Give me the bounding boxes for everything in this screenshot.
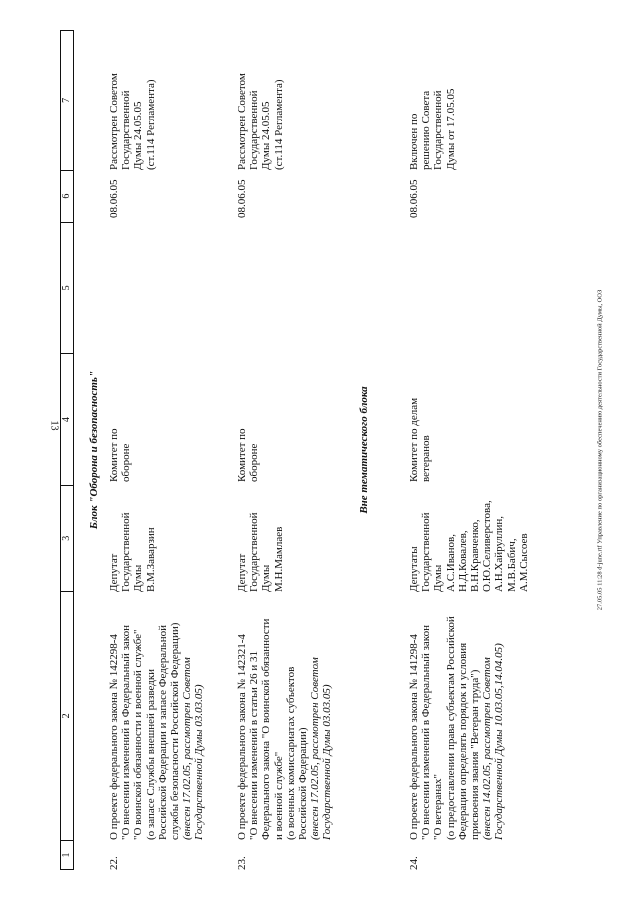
bill-description: О проекте федерального закона № 142298-4 "О внесении изменений в Федеральный закон "О воинской обязанности и военной службе" (о запасе Службы внешней разведки Российской Федерации и запасе Федеральной службы безопасности Российской Федерации) (внесен 17.02.05, рассмотрен Советом Государственной Думы 03.03.05): [108, 622, 206, 840]
review-date: 08.06.05: [408, 179, 420, 218]
review-status: Включен по решению Совета Государственной Думы от 17.05.05: [408, 88, 457, 170]
responsible-committee: Комитет по обороне: [108, 428, 133, 482]
header-col-3: 3: [61, 486, 73, 592]
header-col-1: 1: [61, 852, 72, 858]
responsible-committee: Комитет по делам ветеранов: [408, 397, 433, 482]
block-title-defense: Блок "Оборона и безопасность": [88, 370, 100, 530]
block-title-outside: Вне тематического блока: [358, 386, 370, 514]
review-status: Рассмотрен Советом Государственной Думы 24.05.05 (ст.114 Регламента): [108, 73, 157, 170]
header-col-2: 2: [61, 592, 73, 841]
bill-author: Депутаты Государственной Думы А.С.Иванов, Н.Д.Ковалев, В.Н.Кравченко, О.Ю.Селиверстова, А.Н.Хайруллин, М.В.Бабич, А.М.Сысоев: [408, 500, 530, 592]
header-col-4: 4: [61, 354, 73, 486]
review-date: 08.06.05: [108, 179, 120, 218]
page-number: 13: [48, 420, 60, 431]
row-number: 23.: [236, 856, 248, 870]
table-page: [60, 30, 560, 870]
header-col-7: 7: [61, 31, 73, 171]
review-date: 08.06.05: [236, 179, 248, 218]
footer: [596, 289, 604, 611]
footer-text: 27.05.05 11:28 d-june.rtf Управление по организационному обеспечению деятельности Государственной Думы, ООЗ: [596, 289, 604, 611]
bill-author: Депутат Государственной Думы В.М.Заварзин: [108, 512, 157, 592]
row-number: 22.: [108, 856, 120, 870]
bill-description: О проекте федерального закона № 142321-4 "О внесении изменений в статьи 26 и 31 Федерального закона "О воинской обязанности и военной службе" (о военных комиссариатах субъектов Российской Федерации) (внесен 17.02.05, рассмотрен Советом Государственной Думы 03.03.05): [236, 618, 334, 840]
responsible-committee: Комитет по обороне: [236, 428, 261, 482]
review-status: Рассмотрен Советом Государственной Думы 24.05.05 (ст.114 Регламента): [236, 73, 285, 170]
row-number: 24.: [408, 856, 420, 870]
table-header: [60, 30, 74, 870]
bill-author: Депутат Государственной Думы М.Н.Мамлаев: [236, 512, 285, 592]
bill-description: О проекте федерального закона № 141298-4 "О внесении изменений в Федеральный закон "О ветеранах" (о предоставлении права субъектам Российской Федерации определять порядок и условия присвоения звания "Ветеран труда") (внесен 14.02.05, рассмотрен Советом Государственной Думы 10.03.05,14.04.05): [408, 616, 506, 840]
header-col-6: 6: [61, 171, 73, 223]
header-col-5: 5: [61, 223, 73, 355]
